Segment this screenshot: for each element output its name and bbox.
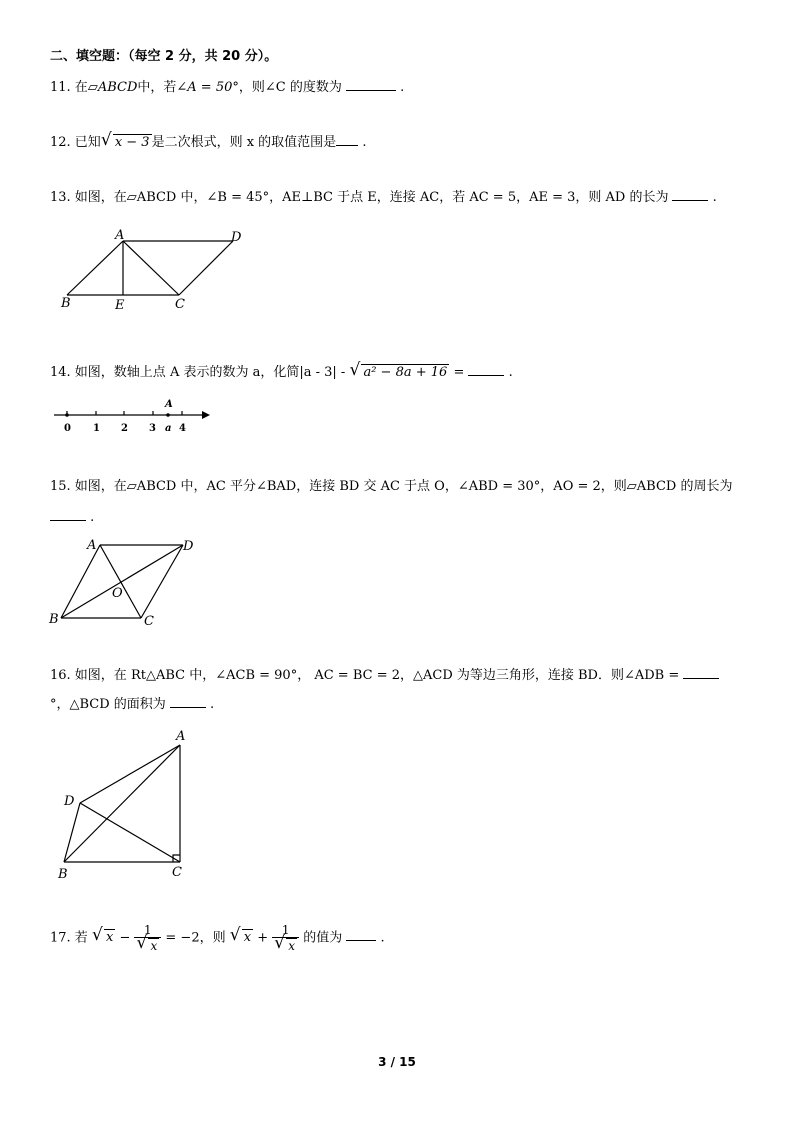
number-line xyxy=(50,395,220,437)
label-C: C xyxy=(172,865,182,880)
fraction xyxy=(272,923,299,953)
q11-prefix: 11. 在 xyxy=(50,80,88,95)
q15-text: 15. 如图，在▱ABCD 中，AC 平分∠BAD，连接 BD 交 AC 于点 O，∠ABD = 30°，AO = 2，则▱ABCD 的周长为 xyxy=(50,479,733,494)
q17-plus: + xyxy=(257,930,269,946)
question-16 xyxy=(50,666,719,685)
label-D: D xyxy=(64,794,75,809)
q16-line2: °，△BCD 的面积为 xyxy=(50,697,166,712)
fraction xyxy=(134,923,161,953)
q13-text: 13. 如图，在▱ABCD 中，∠B = 45°，AE⊥BC 于点 E，连接 AC，若 AC = 5，AE = 3，则 AD 的长为 xyxy=(50,190,669,205)
frac-den: x xyxy=(150,938,158,953)
tick-4: 4 xyxy=(179,423,186,434)
point-a xyxy=(166,413,170,417)
question-11 xyxy=(50,78,404,97)
question-15 xyxy=(50,478,732,496)
q12-radicand: x − 3 xyxy=(114,134,150,150)
label-D: D xyxy=(231,230,242,245)
q17-prefix: 17. 若 xyxy=(50,930,88,946)
q11-expr: A = 50° xyxy=(187,80,239,95)
q17-tail: 的值为 xyxy=(303,930,343,946)
q14-prefix: 14. 如图，数轴上点 A 表示的数为 a，化简|a - 3| - xyxy=(50,365,346,380)
question-12 xyxy=(50,133,366,152)
answer-blank[interactable] xyxy=(336,133,358,146)
q17-x2: x xyxy=(243,929,252,945)
answer-blank[interactable] xyxy=(346,78,396,91)
q12-prefix: 12. 已知 xyxy=(50,135,101,150)
label-E: E xyxy=(115,298,125,313)
q14-radicand: a² − 8a + 16 xyxy=(363,364,448,380)
label-C: C xyxy=(175,297,185,312)
parallelogram-symbol: ▱ xyxy=(87,80,98,95)
section-title: 二、填空题：（每空 2 分，共 20 分）。 xyxy=(50,49,278,64)
label-B: B xyxy=(58,867,68,882)
q13-end: . xyxy=(712,190,717,205)
q12-mid: 是二次根式，则 x 的取值范围是 xyxy=(151,135,337,150)
label-B: B xyxy=(49,612,59,627)
label-A: A xyxy=(165,399,173,410)
answer-blank[interactable] xyxy=(170,695,206,708)
question-13 xyxy=(50,188,717,207)
arrow-icon xyxy=(202,411,210,419)
q11-end: . xyxy=(400,80,405,95)
label-A: A xyxy=(87,538,97,553)
sqrt-expr xyxy=(101,134,152,152)
label-B: B xyxy=(61,296,71,311)
label-O: O xyxy=(112,586,123,601)
q14-eq: = xyxy=(453,365,465,380)
q11-mid: 中，若∠ xyxy=(137,80,188,95)
answer-blank[interactable] xyxy=(346,928,376,941)
q17-x: x xyxy=(105,929,114,945)
sqrt-x xyxy=(92,929,115,947)
figure-q13 xyxy=(55,225,255,315)
page-number: 3 / 15 xyxy=(378,1055,416,1069)
label-D: D xyxy=(183,539,194,554)
label-C: C xyxy=(144,614,154,629)
tick-0: 0 xyxy=(64,423,71,434)
q17-eq: = −2，则 xyxy=(165,930,226,946)
q15-end: . xyxy=(90,510,95,525)
answer-blank[interactable] xyxy=(468,363,504,376)
answer-blank[interactable] xyxy=(50,508,86,521)
tick-3: 3 xyxy=(149,423,156,434)
sqrt-x xyxy=(230,929,253,947)
frac-num: 1 xyxy=(272,923,299,938)
frac-den: x xyxy=(288,938,296,953)
tick-2: 2 xyxy=(121,423,128,434)
answer-blank[interactable] xyxy=(683,666,719,679)
q16-line1: 16. 如图，在 Rt△ABC 中，∠ACB = 90°， AC = BC = 2，△ACD 为等边三角形，连接 BD．则∠ADB = xyxy=(50,668,680,683)
q11-name: ABCD xyxy=(97,80,138,95)
q17-minus: − xyxy=(119,930,131,946)
question-17 xyxy=(50,923,385,953)
tick-a: a xyxy=(165,423,172,434)
figure-q15 xyxy=(45,535,215,635)
label-A: A xyxy=(176,729,186,744)
q14-end: . xyxy=(508,365,513,380)
q11-tail: ，则∠C 的度数为 xyxy=(238,80,342,95)
question-14 xyxy=(50,363,513,382)
question-16-cont xyxy=(50,695,214,714)
figure-q16 xyxy=(52,725,202,885)
question-15-cont xyxy=(50,508,94,527)
q16-end: . xyxy=(209,697,215,712)
tick-1: 1 xyxy=(93,423,100,434)
frac-num: 1 xyxy=(134,923,161,938)
sqrt-expr xyxy=(349,364,449,382)
q17-end: . xyxy=(380,930,385,946)
answer-blank[interactable] xyxy=(672,188,708,201)
q12-end: . xyxy=(362,135,367,150)
label-A: A xyxy=(115,228,125,243)
